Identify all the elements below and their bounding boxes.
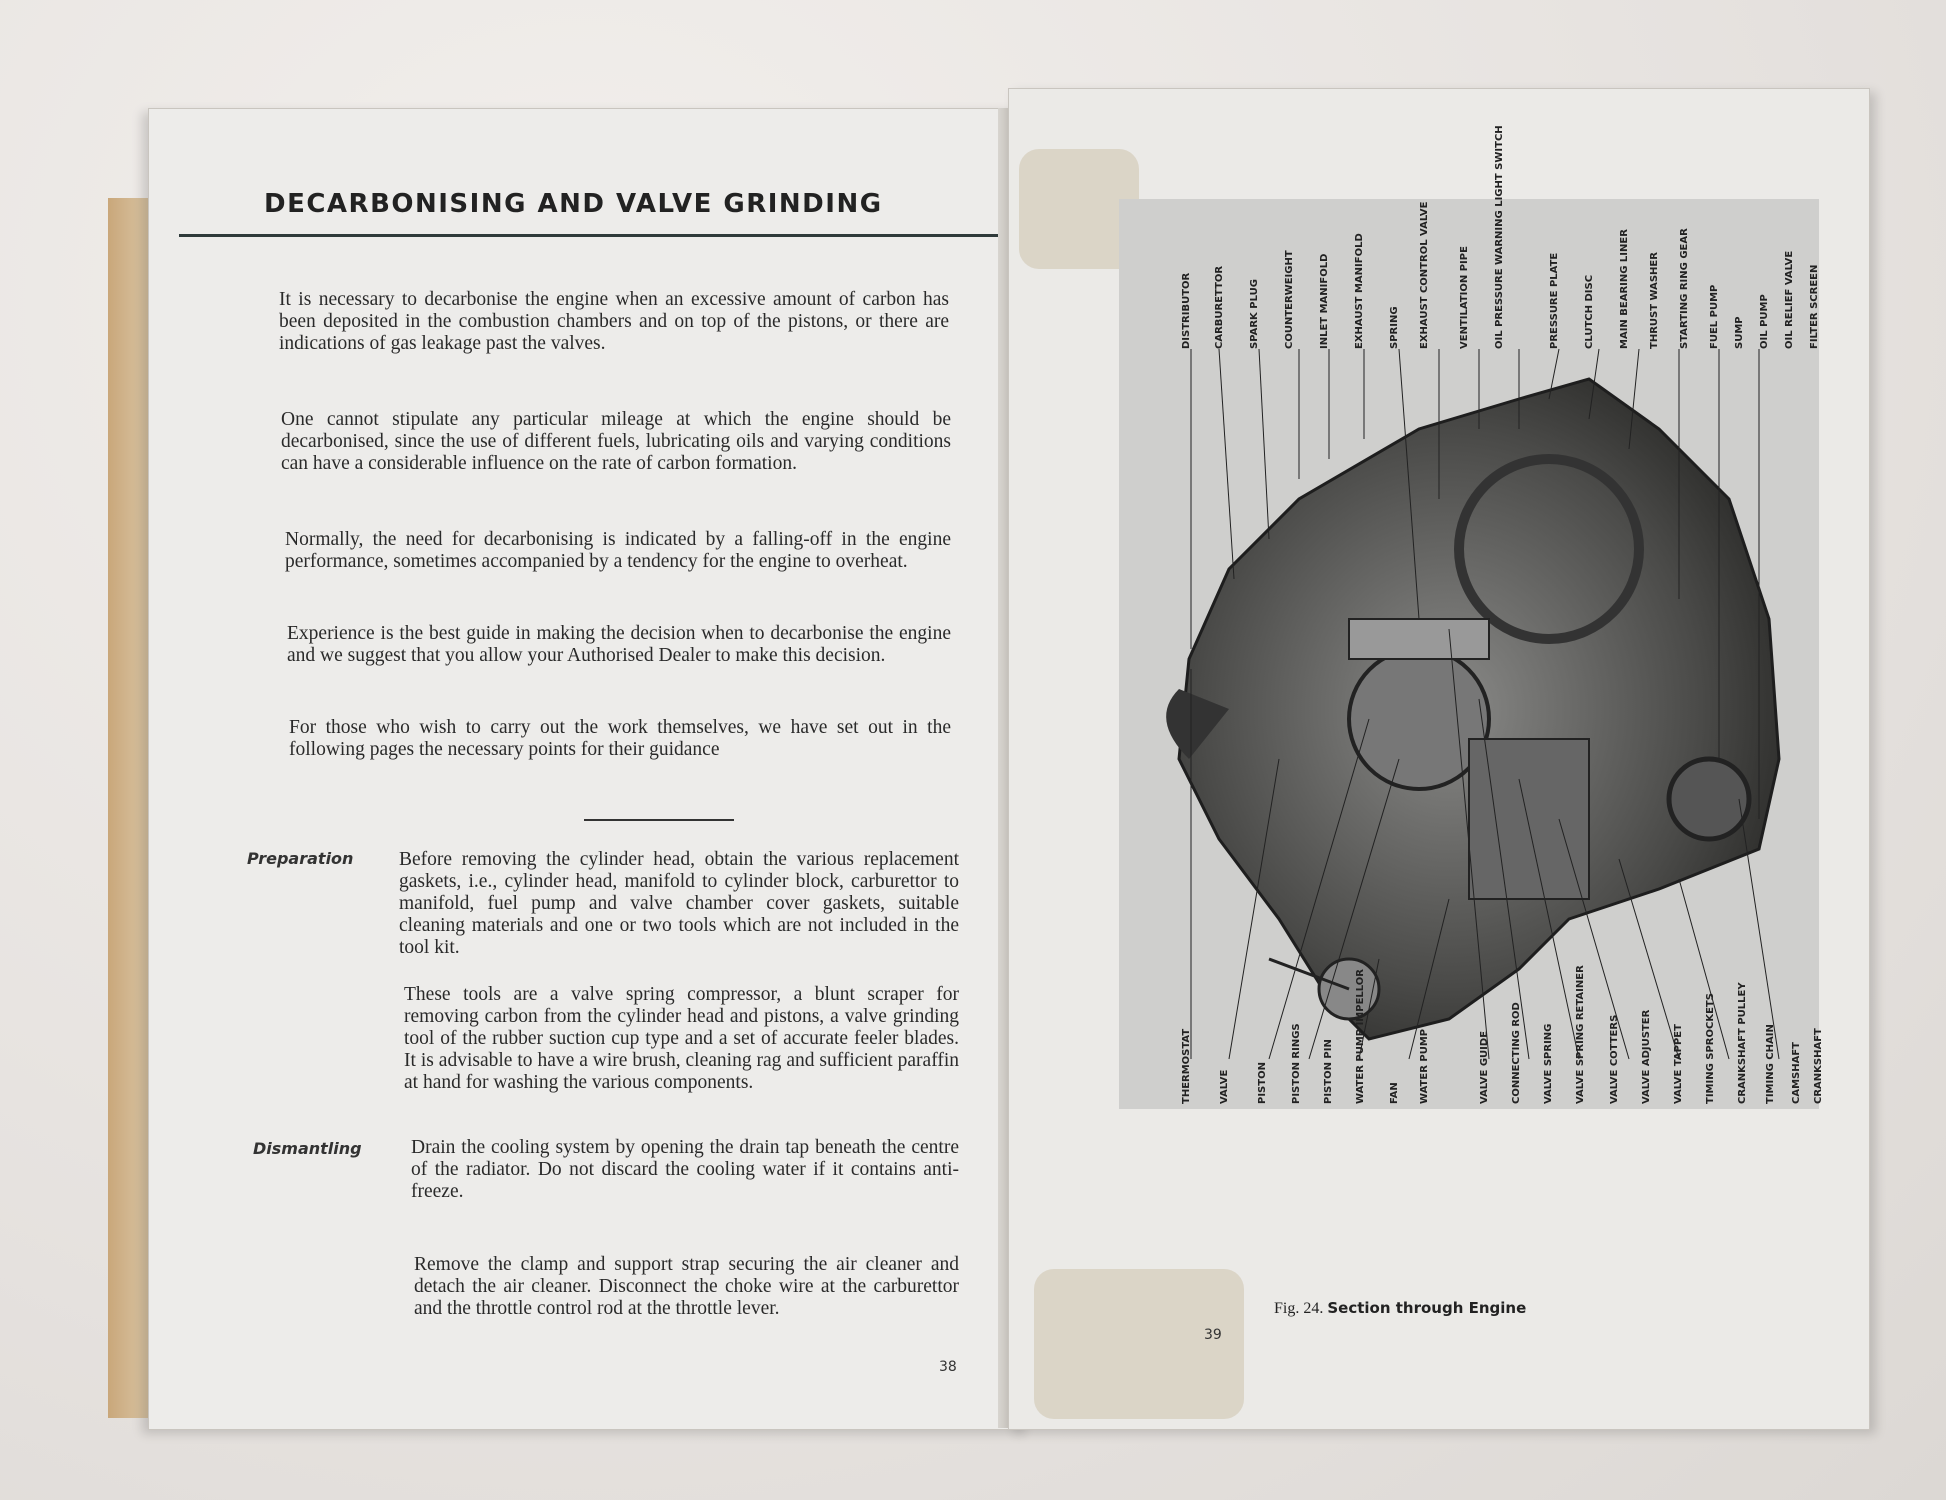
label-valve-spring: VALVE SPRING: [1543, 1023, 1554, 1104]
label-pressure-plate: PRESSURE PLATE: [1549, 252, 1560, 349]
clamp-text: Remove the clamp and support strap securing the air cleaner and detach the air cleaner. Disconnect the choke wire at the carburettor and the throttle control rod at the throttle lever.: [414, 1254, 959, 1319]
caption-prefix: Fig. 24.: [1274, 1300, 1324, 1317]
label-inlet-manifold: INLET MANIFOLD: [1319, 253, 1330, 349]
dismantling-label: Dismantling: [253, 1139, 362, 1158]
label-exhaust-manifold: EXHAUST MANIFOLD: [1354, 233, 1365, 349]
caption-title: Section through Engine: [1327, 1299, 1527, 1317]
engine-figure: [1119, 125, 1824, 1109]
label-clutch-disc: CLUTCH DISC: [1584, 274, 1595, 349]
label-valve-guide: VALVE GUIDE: [1479, 1030, 1490, 1104]
label-exhaust-control-valve: EXHAUST CONTROL VALVE: [1419, 201, 1430, 349]
label-valve-spring-retainer: VALVE SPRING RETAINER: [1575, 965, 1586, 1104]
label-main-bearing-liner: MAIN BEARING LINER: [1619, 229, 1630, 349]
label-starting-ring-gear: STARTING RING GEAR: [1679, 228, 1690, 349]
label-sump: SUMP: [1734, 316, 1745, 349]
label-oil-relief-valve: OIL RELIEF VALVE: [1784, 250, 1795, 349]
heading-rule: [179, 234, 1039, 237]
page-number-left: 38: [939, 1359, 957, 1375]
tools-text: These tools are a valve spring compressor, a blunt scraper for removing carbon from the cylinder head and pistons, a valve grinding tool of the rubber suction cup type and a set of accurate feeler blades. It is advisable to have a wire brush, cleaning rag and sufficient paraffin at hand for washing the various components.: [404, 984, 959, 1093]
label-distributor: DISTRIBUTOR: [1181, 272, 1192, 349]
label-piston: PISTON: [1257, 1062, 1268, 1104]
label-fan: FAN: [1389, 1082, 1400, 1104]
label-oil-pressure-switch: OIL PRESSURE WARNING LIGHT SWITCH: [1494, 125, 1505, 349]
right-page: [1008, 88, 1870, 1430]
label-carburettor: CARBURETTOR: [1214, 265, 1225, 349]
page-heading: DECARBONISING AND VALVE GRINDING: [264, 189, 883, 219]
book-spine-edge: [108, 198, 148, 1418]
paragraph-5: For those who wish to carry out the work themselves, we have set out in the following pages the necessary points for their guidance: [289, 717, 951, 760]
label-filter-screen: FILTER SCREEN: [1809, 264, 1820, 349]
label-crankshaft-pulley: CRANKSHAFT PULLEY: [1737, 982, 1748, 1104]
preparation-label: Preparation: [247, 849, 354, 868]
label-spark-plug: SPARK PLUG: [1249, 279, 1260, 349]
label-piston-pin: PISTON PIN: [1323, 1039, 1334, 1104]
page-number-right: 39: [1204, 1327, 1222, 1343]
figure-caption: [1274, 1299, 1526, 1318]
paragraph-1: It is necessary to decarbonise the engine when an excessive amount of carbon has been deposited in the combustion chambers and on top of the pistons, or there are indications of gas leakage past the valves.: [279, 289, 949, 354]
label-valve-adjuster: VALVE ADJUSTER: [1641, 1009, 1652, 1104]
label-timing-chain: TIMING CHAIN: [1765, 1024, 1776, 1104]
label-valve-cotters: VALVE COTTERS: [1609, 1014, 1620, 1104]
label-piston-rings: PISTON RINGS: [1291, 1023, 1302, 1104]
label-valve-tappet: VALVE TAPPET: [1673, 1024, 1684, 1104]
label-oil-pump: OIL PUMP: [1759, 294, 1770, 349]
label-spring: SPRING: [1389, 306, 1400, 349]
open-book: [108, 88, 1868, 1428]
label-connecting-rod: CONNECTING ROD: [1511, 1002, 1522, 1104]
label-crankshaft: CRANKSHAFT: [1813, 1028, 1824, 1104]
label-counterweight: COUNTERWEIGHT: [1284, 250, 1295, 349]
label-fuel-pump: FUEL PUMP: [1709, 284, 1720, 349]
label-camshaft: CAMSHAFT: [1791, 1042, 1802, 1104]
left-page: [148, 108, 1030, 1430]
dismantling-text: Drain the cooling system by opening the drain tap beneath the centre of the radiator. Do not discard the cooling water if it contains anti-freeze.: [411, 1137, 959, 1202]
preparation-text: Before removing the cylinder head, obtain the various replacement gaskets, i.e., cylinder head, manifold to cylinder block, carburettor to manifold, fuel pump and valve chamber cover gaskets, suitable cleaning materials and one or two tools which are not included in the tool kit.: [399, 849, 959, 958]
page-stain: [1034, 1269, 1244, 1419]
label-thermostat: THERMOSTAT: [1181, 1028, 1192, 1104]
label-thrust-washer: THRUST WASHER: [1649, 252, 1660, 349]
label-timing-sprockets: TIMING SPROCKETS: [1705, 993, 1716, 1104]
label-ventilation-pipe: VENTILATION PIPE: [1459, 246, 1470, 349]
label-water-pump: WATER PUMP: [1419, 1028, 1430, 1104]
paragraph-4: Experience is the best guide in making the decision when to decarbonise the engine and we suggest that you allow your Authorised Dealer to make this decision.: [287, 623, 951, 666]
label-water-pump-impellor: WATER PUMP IMPELLOR: [1355, 968, 1366, 1104]
section-divider: [584, 819, 734, 821]
label-valve: VALVE: [1219, 1069, 1230, 1104]
paragraph-2: One cannot stipulate any particular mileage at which the engine should be decarbonised, since the use of different fuels, lubricating oils and varying conditions can have a considerable influence on the rate of carbon formation.: [281, 409, 951, 474]
paragraph-3: Normally, the need for decarbonising is indicated by a falling-off in the engine performance, sometimes accompanied by a tendency for the engine to overheat.: [285, 529, 951, 572]
